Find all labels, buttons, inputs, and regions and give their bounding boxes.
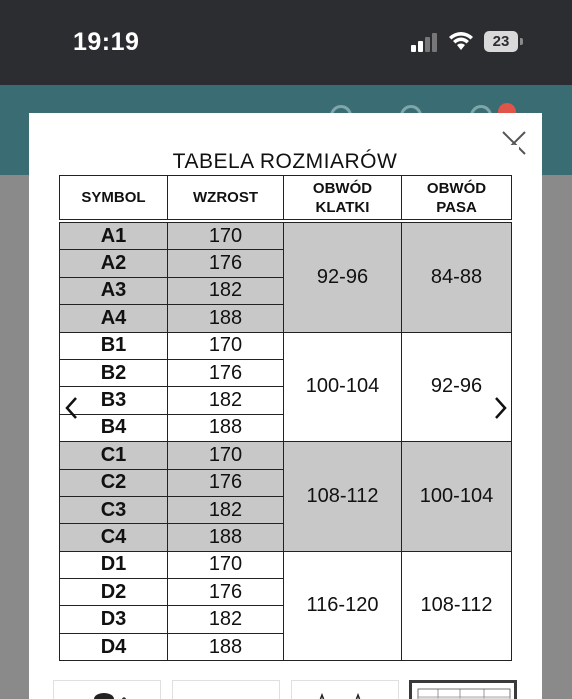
height-cell: 176 (168, 579, 284, 606)
chest-range-cell: 100-104 (284, 332, 402, 442)
height-cell: 182 (168, 496, 284, 523)
table-row (60, 551, 512, 578)
size-symbol-cell: B1 (60, 332, 168, 359)
thumbnail-strip (29, 672, 542, 699)
thumbnail-item[interactable] (291, 680, 399, 699)
waist-range-cell: 100-104 (402, 442, 512, 552)
thumbnail-item[interactable] (53, 680, 161, 699)
height-cell: 170 (168, 442, 284, 469)
height-cell: 170 (168, 551, 284, 578)
product-photo-icon (292, 681, 399, 699)
chest-range-cell: 108-112 (284, 442, 402, 552)
thumbnail-item-active[interactable] (409, 680, 517, 699)
height-cell: 176 (168, 469, 284, 496)
size-symbol-cell: B4 (60, 414, 168, 441)
size-symbol-cell: D2 (60, 579, 168, 606)
header-height: WZROST (168, 176, 284, 220)
size-symbol-cell: D1 (60, 551, 168, 578)
battery-tip (520, 38, 523, 45)
thumbnail-item[interactable] (172, 680, 280, 699)
size-symbol-cell: C4 (60, 524, 168, 551)
chevron-right-icon[interactable] (490, 394, 510, 422)
size-symbol-cell: C1 (60, 442, 168, 469)
size-symbol-cell: C2 (60, 469, 168, 496)
height-cell: 170 (168, 332, 284, 359)
height-cell: 188 (168, 414, 284, 441)
size-symbol-cell: C3 (60, 496, 168, 523)
table-row (60, 442, 512, 469)
size-chart-title: TABELA ROZMIARÓW (172, 150, 398, 173)
wifi-icon (448, 30, 474, 52)
header-chest: OBWÓD KLATKI (284, 176, 402, 220)
size-symbol-cell: D4 (60, 633, 168, 660)
size-symbol-cell: A4 (60, 305, 168, 332)
battery-indicator: 23 (484, 31, 518, 52)
height-cell: 188 (168, 305, 284, 332)
height-cell: 182 (168, 606, 284, 633)
table-header-row (60, 176, 512, 220)
header-symbol: SYMBOL (60, 176, 168, 220)
product-photo-icon (54, 681, 161, 699)
chest-range-cell: 116-120 (284, 551, 402, 661)
height-cell: 182 (168, 387, 284, 414)
size-chart-table (59, 175, 512, 661)
size-symbol-cell: B3 (60, 387, 168, 414)
height-cell: 182 (168, 277, 284, 304)
product-photo-icon (173, 681, 280, 699)
cellular-signal-icon (410, 32, 440, 52)
chevron-left-icon[interactable] (62, 394, 82, 422)
waist-range-cell: 84-88 (402, 223, 512, 333)
size-symbol-cell: B2 (60, 359, 168, 386)
status-time: 19:19 (73, 28, 140, 56)
size-chart-thumbnail-icon (412, 683, 516, 699)
header-waist: OBWÓD PASA (402, 176, 512, 220)
size-symbol-cell: A3 (60, 277, 168, 304)
height-cell: 176 (168, 250, 284, 277)
waist-range-cell: 108-112 (402, 551, 512, 661)
height-cell: 170 (168, 223, 284, 250)
status-bar (0, 0, 572, 85)
size-symbol-cell: A2 (60, 250, 168, 277)
waist-range-cell: 92-96 (402, 332, 512, 442)
table-row (60, 223, 512, 250)
chest-range-cell: 92-96 (284, 223, 402, 333)
height-cell: 188 (168, 633, 284, 660)
table-row (60, 332, 512, 359)
height-cell: 188 (168, 524, 284, 551)
height-cell: 176 (168, 359, 284, 386)
size-symbol-cell: D3 (60, 606, 168, 633)
size-symbol-cell: A1 (60, 223, 168, 250)
